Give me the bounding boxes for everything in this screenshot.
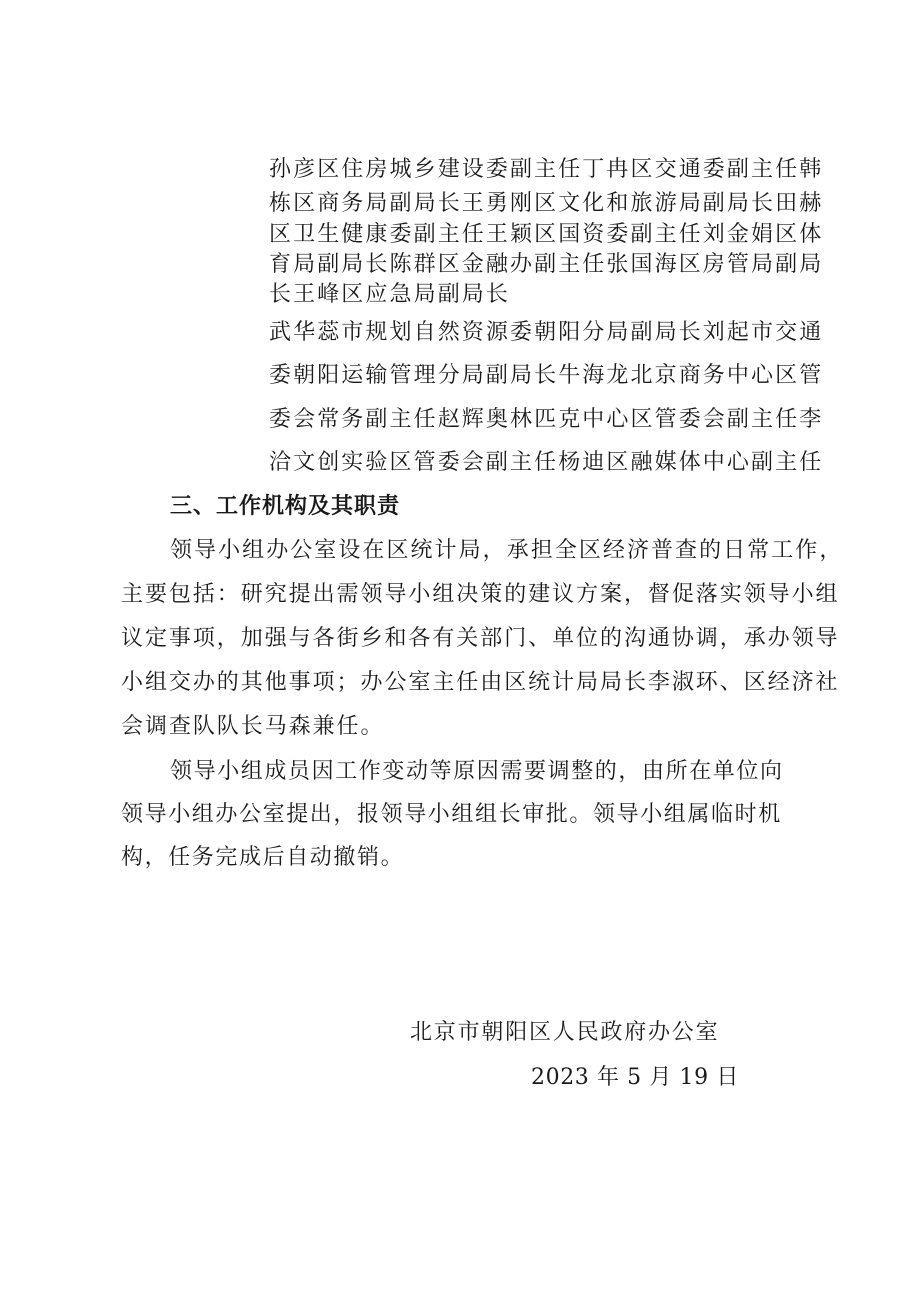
members-line: 栋区商务局副局长王勇刚区文化和旅游局副局长田赫 xyxy=(269,191,824,216)
members-line: 长王峰区应急局副局长 xyxy=(269,282,511,307)
paragraph-line: 构，任务完成后自动撤销。 xyxy=(121,845,405,870)
members-line: 育局副局长陈群区金融办副主任张国海区房管局副局 xyxy=(269,252,824,277)
members-line: 委会常务副主任赵辉奥林匹克中心区管委会副主任李 xyxy=(269,407,824,432)
members-line: 委朝阳运输管理分局副局长牛海龙北京商务中心区管 xyxy=(269,363,824,388)
members-line: 洽文创实验区管委会副主任杨迪区融媒体中心副主任 xyxy=(269,450,824,475)
paragraph-line: 主要包括：研究提出需领导小组决策的建议方案，督促落实领导小组 xyxy=(121,582,840,607)
paragraph-line: 议定事项，加强与各街乡和各有关部门、单位的沟通协调，承办领导 xyxy=(121,626,840,651)
paragraph-line: 领导小组办公室提出，报领导小组组长审批。领导小组属临时机 xyxy=(121,802,782,827)
paragraph-line: 小组交办的其他事项；办公室主任由区统计局局长李淑环、区经济社 xyxy=(121,670,840,695)
members-line: 武华蕊市规划自然资源委朝阳分局副局长刘起市交通 xyxy=(269,320,824,345)
issuing-office: 北京市朝阳区人民政府办公室 xyxy=(410,1020,720,1045)
paragraph-line: 领导小组成员因工作变动等原因需要调整的，由所在单位向 xyxy=(170,759,784,784)
members-line: 孙彦区住房城乡建设委副主任丁冉区交通委副主任韩 xyxy=(269,157,824,182)
paragraph-line: 领导小组办公室设在区统计局，承担全区经济普查的日常工作， xyxy=(170,538,844,563)
members-line: 区卫生健康委副主任王颖区国资委副主任刘金娟区体 xyxy=(269,222,824,247)
issue-date: 2023 年 5 月 19 日 xyxy=(531,1065,739,1090)
paragraph-line: 会调查队队长马森兼任。 xyxy=(121,714,385,739)
section-heading: 三、工作机构及其职责 xyxy=(170,494,401,519)
